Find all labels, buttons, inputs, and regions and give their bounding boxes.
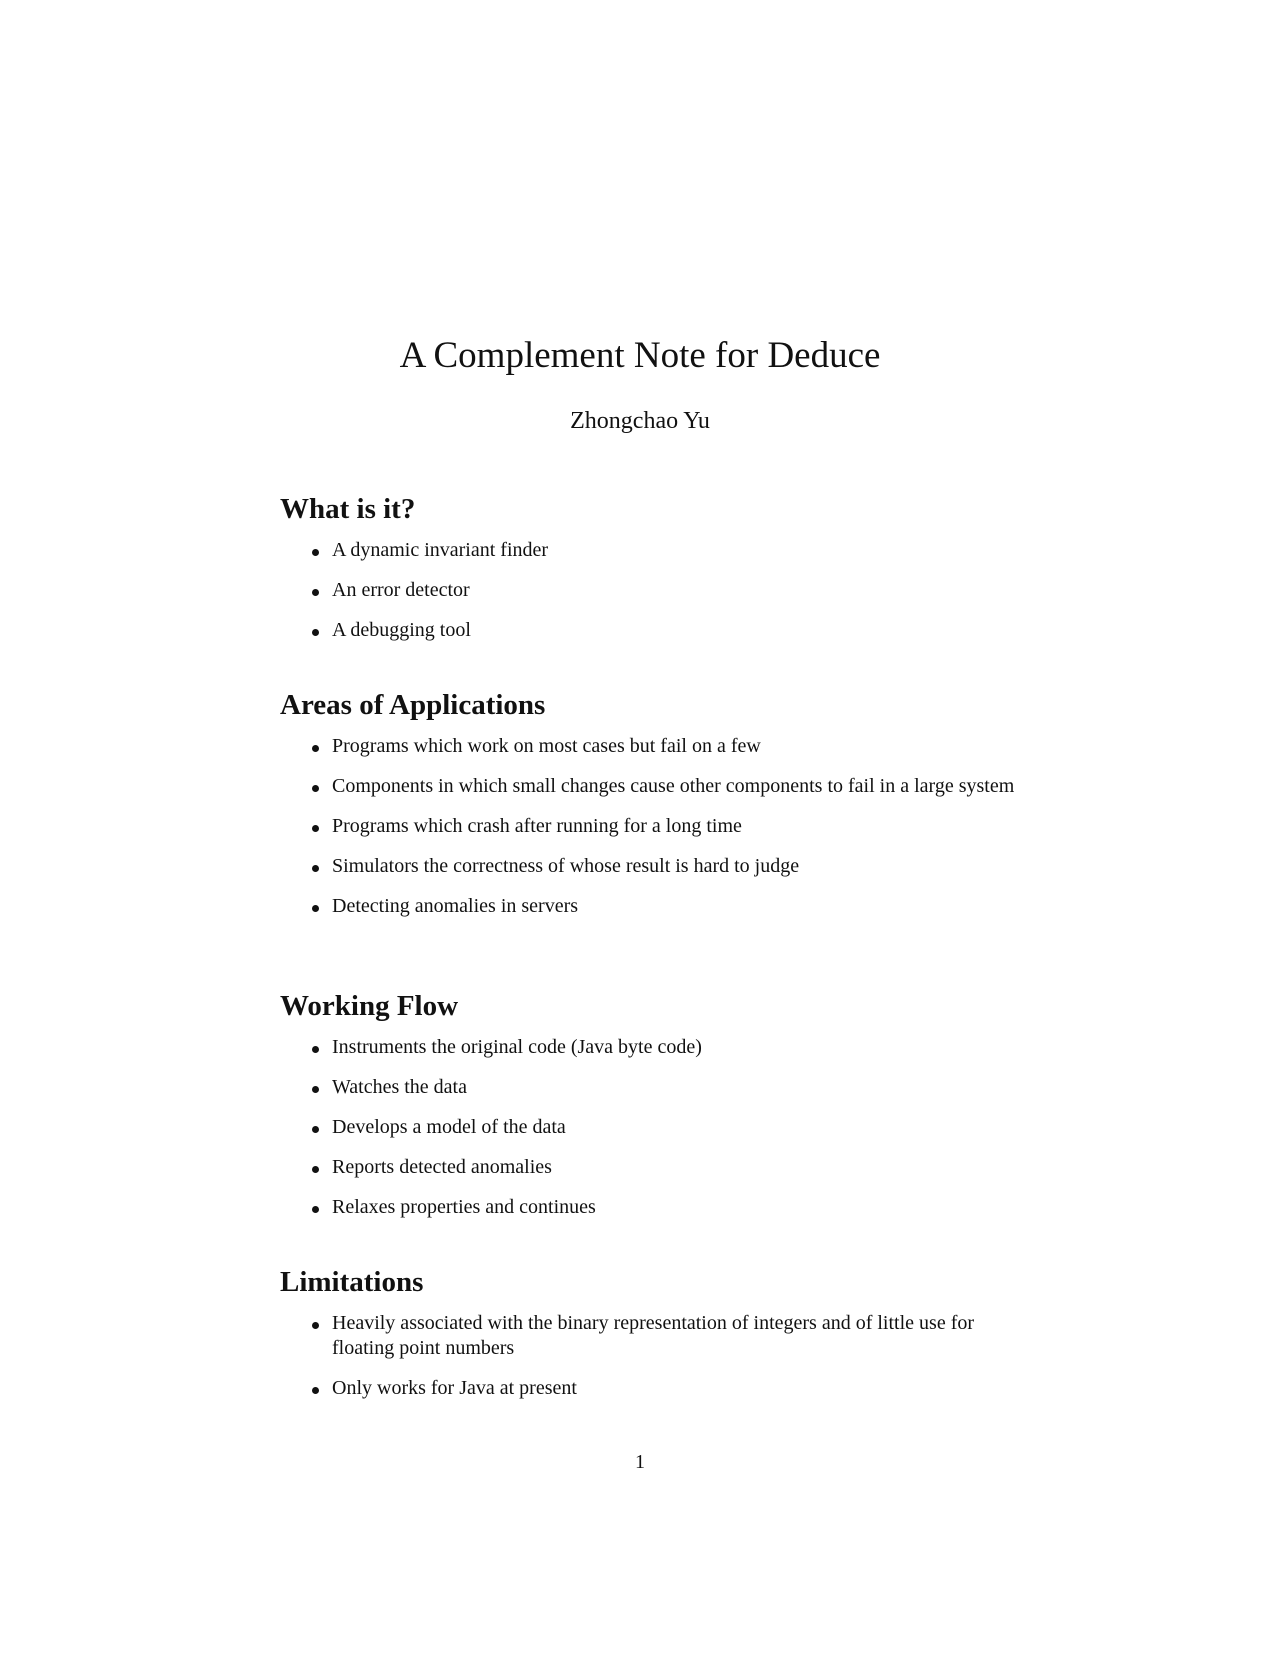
page-number: 1 bbox=[635, 1451, 645, 1473]
section-areas-of-applications bbox=[280, 688, 1020, 934]
list-item: Only works for Java at present bbox=[280, 1376, 1020, 1401]
list-item: An error detector bbox=[280, 578, 1020, 603]
list-item: Relaxes properties and continues bbox=[280, 1195, 1020, 1220]
bullet-icon bbox=[312, 1166, 319, 1173]
list-item: Heavily associated with the binary representation of integers and of little use for floating point numbers bbox=[280, 1311, 1020, 1361]
bullet-list bbox=[280, 1311, 1020, 1401]
document-author: Zhongchao Yu bbox=[570, 408, 710, 434]
bullet-icon bbox=[312, 865, 319, 872]
section-heading: Working Flow bbox=[280, 990, 459, 1022]
list-item: A debugging tool bbox=[280, 618, 1020, 643]
list-item: Instruments the original code (Java byte code) bbox=[280, 1035, 1020, 1060]
list-item: Detecting anomalies in servers bbox=[280, 894, 1020, 919]
list-item: Watches the data bbox=[280, 1075, 1020, 1100]
bullet-icon bbox=[312, 785, 319, 792]
bullet-list bbox=[280, 1035, 1020, 1220]
bullet-icon bbox=[312, 1206, 319, 1213]
list-item: Programs which crash after running for a long time bbox=[280, 814, 1020, 839]
section-limitations bbox=[280, 1265, 1020, 1416]
section-heading: What is it? bbox=[280, 493, 416, 525]
section-heading: Limitations bbox=[280, 1266, 424, 1298]
bullet-icon bbox=[312, 1086, 319, 1093]
list-item: Reports detected anomalies bbox=[280, 1155, 1020, 1180]
list-item: A dynamic invariant finder bbox=[280, 538, 1020, 563]
list-item: Programs which work on most cases but fail on a few bbox=[280, 734, 1020, 759]
bullet-icon bbox=[312, 905, 319, 912]
document-title: A Complement Note for Deduce bbox=[399, 335, 881, 376]
list-item: Simulators the correctness of whose result is hard to judge bbox=[280, 854, 1020, 879]
bullet-icon bbox=[312, 1387, 319, 1394]
bullet-icon bbox=[312, 549, 319, 556]
bullet-icon bbox=[312, 1322, 319, 1329]
bullet-icon bbox=[312, 745, 319, 752]
section-working-flow bbox=[280, 989, 1020, 1235]
list-item: Components in which small changes cause other components to fail in a large system bbox=[280, 774, 1020, 799]
bullet-list bbox=[280, 538, 1020, 643]
list-item: Develops a model of the data bbox=[280, 1115, 1020, 1140]
bullet-icon bbox=[312, 825, 319, 832]
section-what-is-it bbox=[280, 492, 1020, 658]
section-heading: Areas of Applications bbox=[280, 689, 546, 721]
bullet-list bbox=[280, 734, 1020, 919]
bullet-icon bbox=[312, 1126, 319, 1133]
bullet-icon bbox=[312, 589, 319, 596]
bullet-icon bbox=[312, 1046, 319, 1053]
bullet-icon bbox=[312, 629, 319, 636]
